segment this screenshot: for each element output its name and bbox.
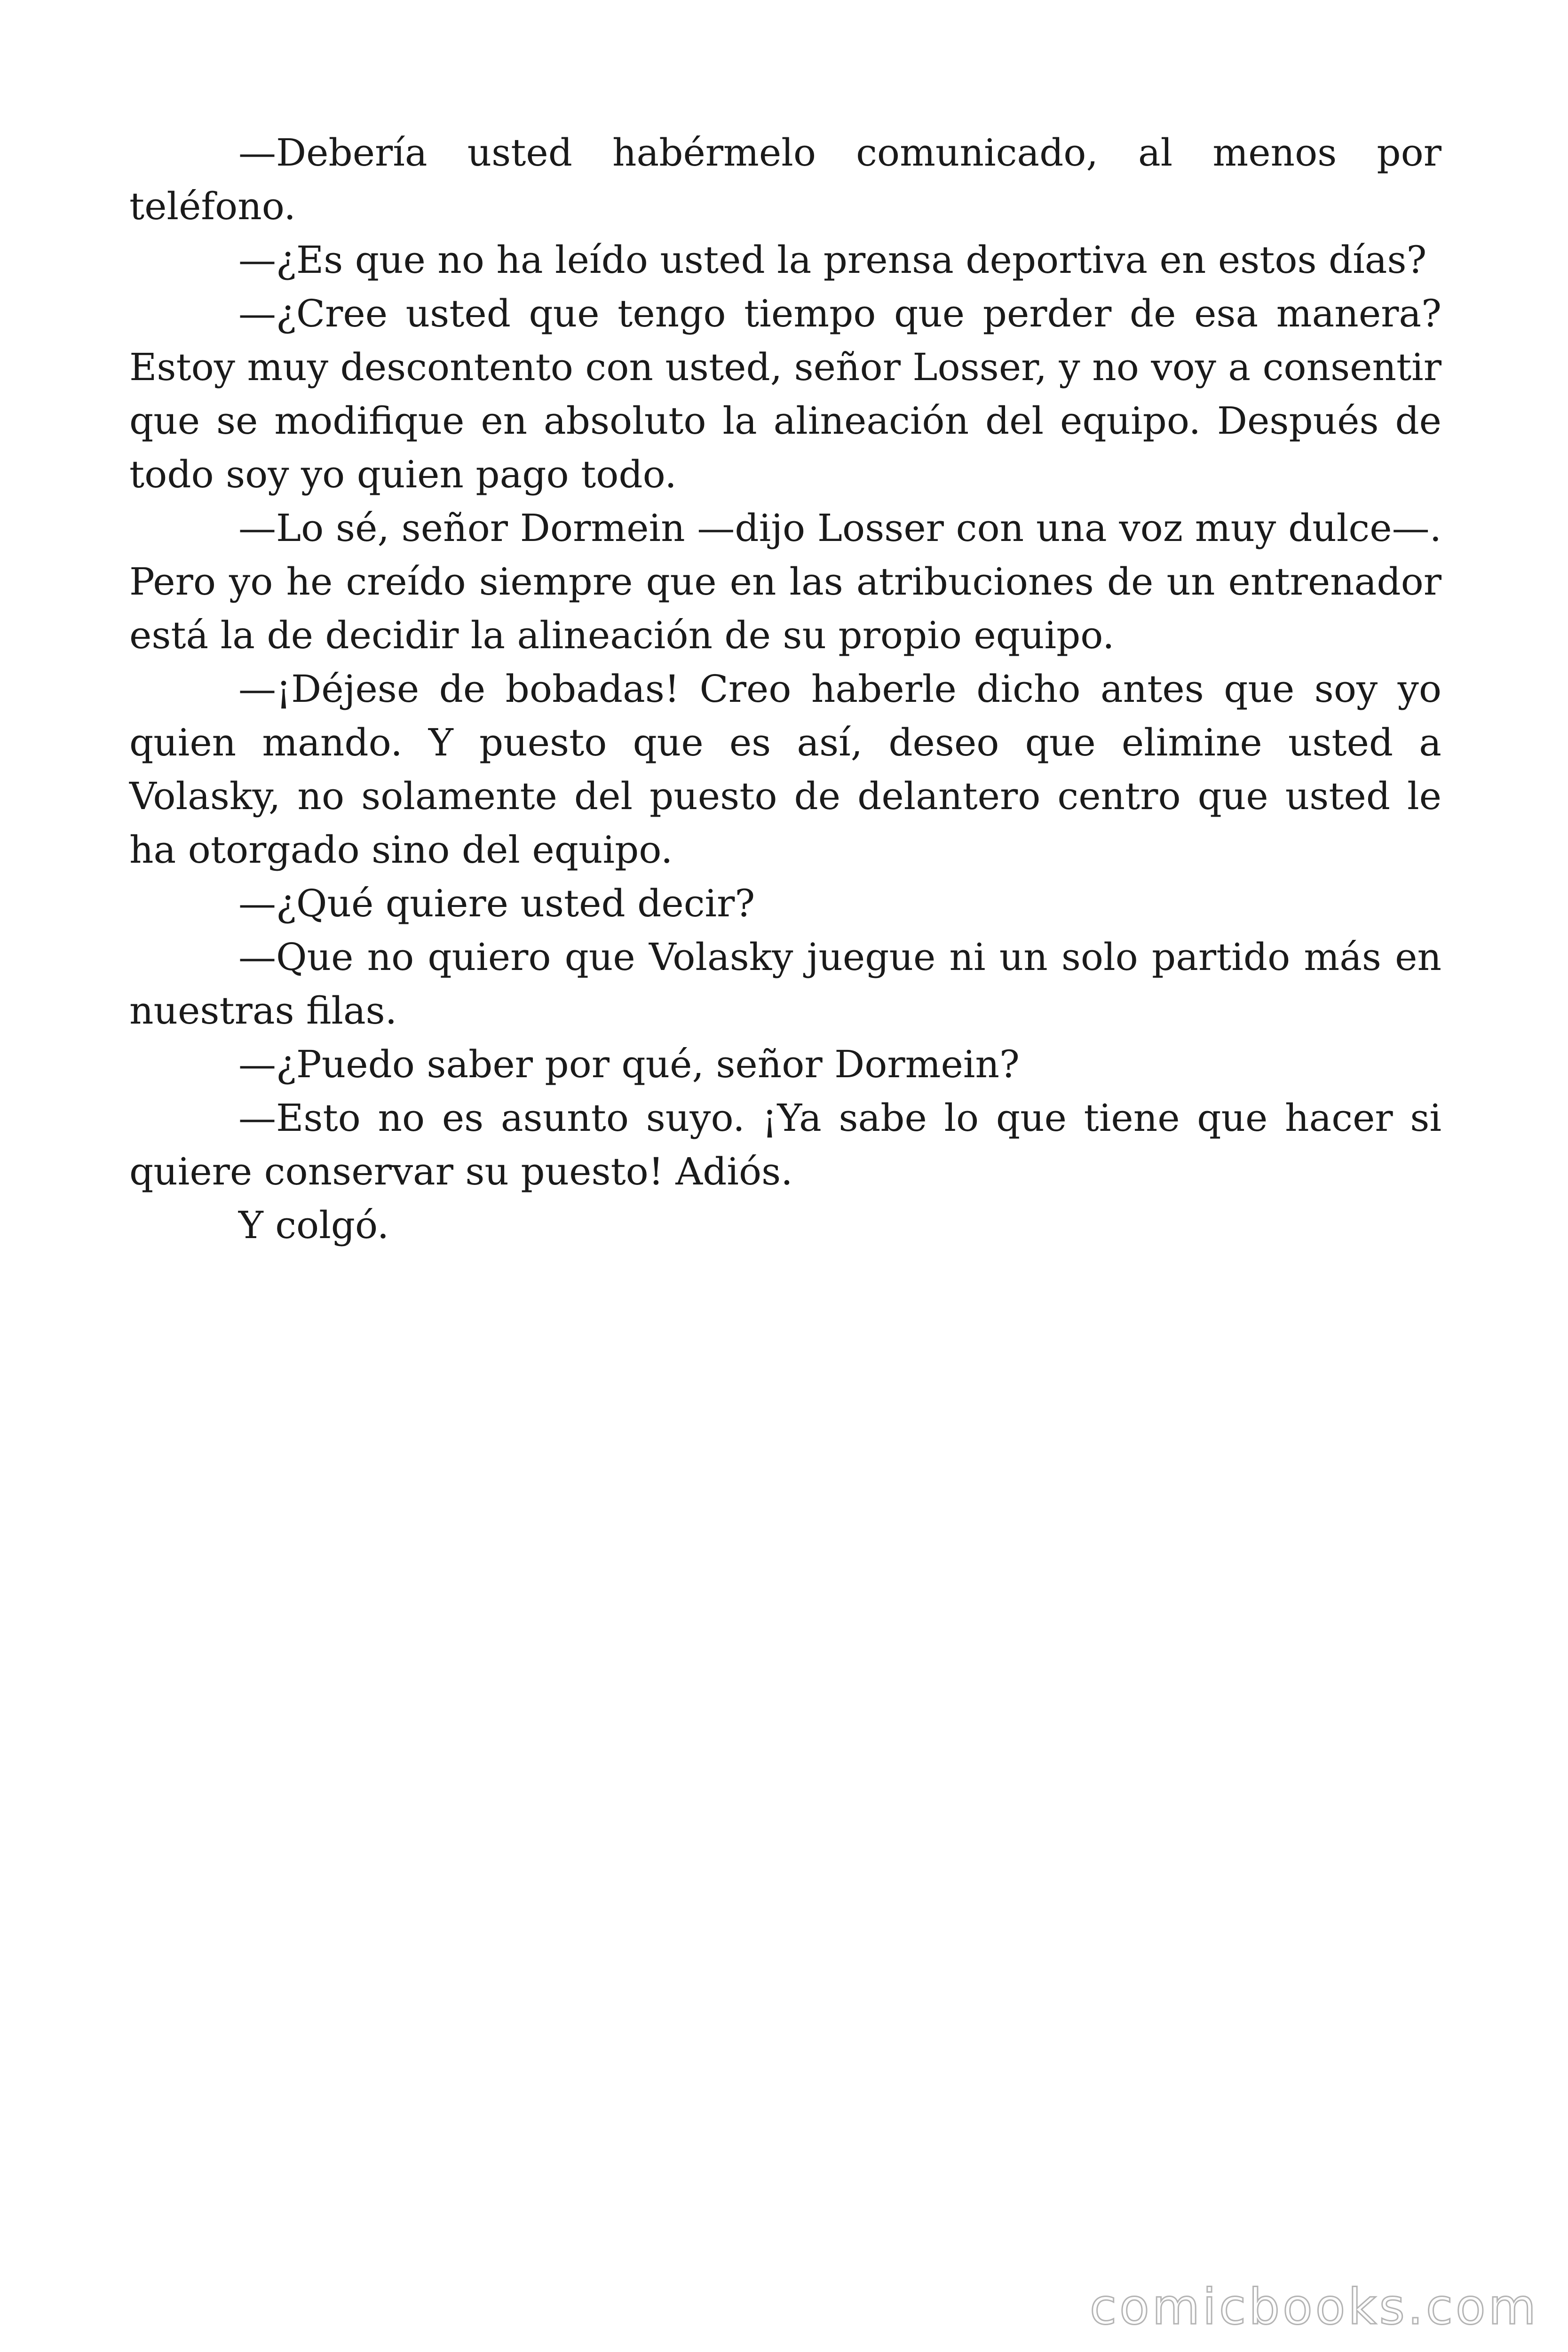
paragraph: —¿Qué quiere usted decir?	[238, 882, 755, 925]
paragraph: Y colgó.	[238, 1203, 389, 1247]
paragraph: —Que no quiero que Volasky juegue ni un solo partido más en nuestras filas.	[129, 935, 1441, 1033]
page-text	[129, 126, 1441, 1252]
paragraph: —¿Es que no ha leído usted la prensa deportiva en estos días?	[238, 238, 1427, 282]
paragraph: —Debería usted habérmelo comunicado, al menos por teléfono.	[129, 131, 1441, 228]
paragraph: —Esto no es asunto suyo. ¡Ya sabe lo que tiene que hacer si quiere conservar su puesto! Adiós.	[129, 1096, 1441, 1193]
paragraph: —Lo sé, señor Dormein —dijo Losser con una voz muy dulce—. Pero yo he creído siempre que en las atribuciones de un entrenador está la de decidir la alineación de su propio equipo.	[129, 506, 1441, 657]
paragraph: —¡Déjese de bobadas! Creo haberle dicho antes que soy yo quien mando. Y puesto que es así, deseo que elimine usted a Volasky, no solamente del puesto de delantero centro que usted le ha otorgado sino del equipo.	[129, 667, 1441, 872]
watermark: comicbooks.com	[1089, 2278, 1539, 2336]
paragraph: —¿Puedo saber por qué, señor Dormein?	[238, 1042, 1020, 1086]
paragraph: —¿Cree usted que tengo tiempo que perder de esa manera? Estoy muy descontento con usted, señor Losser, y no voy a consentir que se modifique en absoluto la alineación del equipo. Después de todo soy yo quien pago todo.	[129, 292, 1441, 496]
